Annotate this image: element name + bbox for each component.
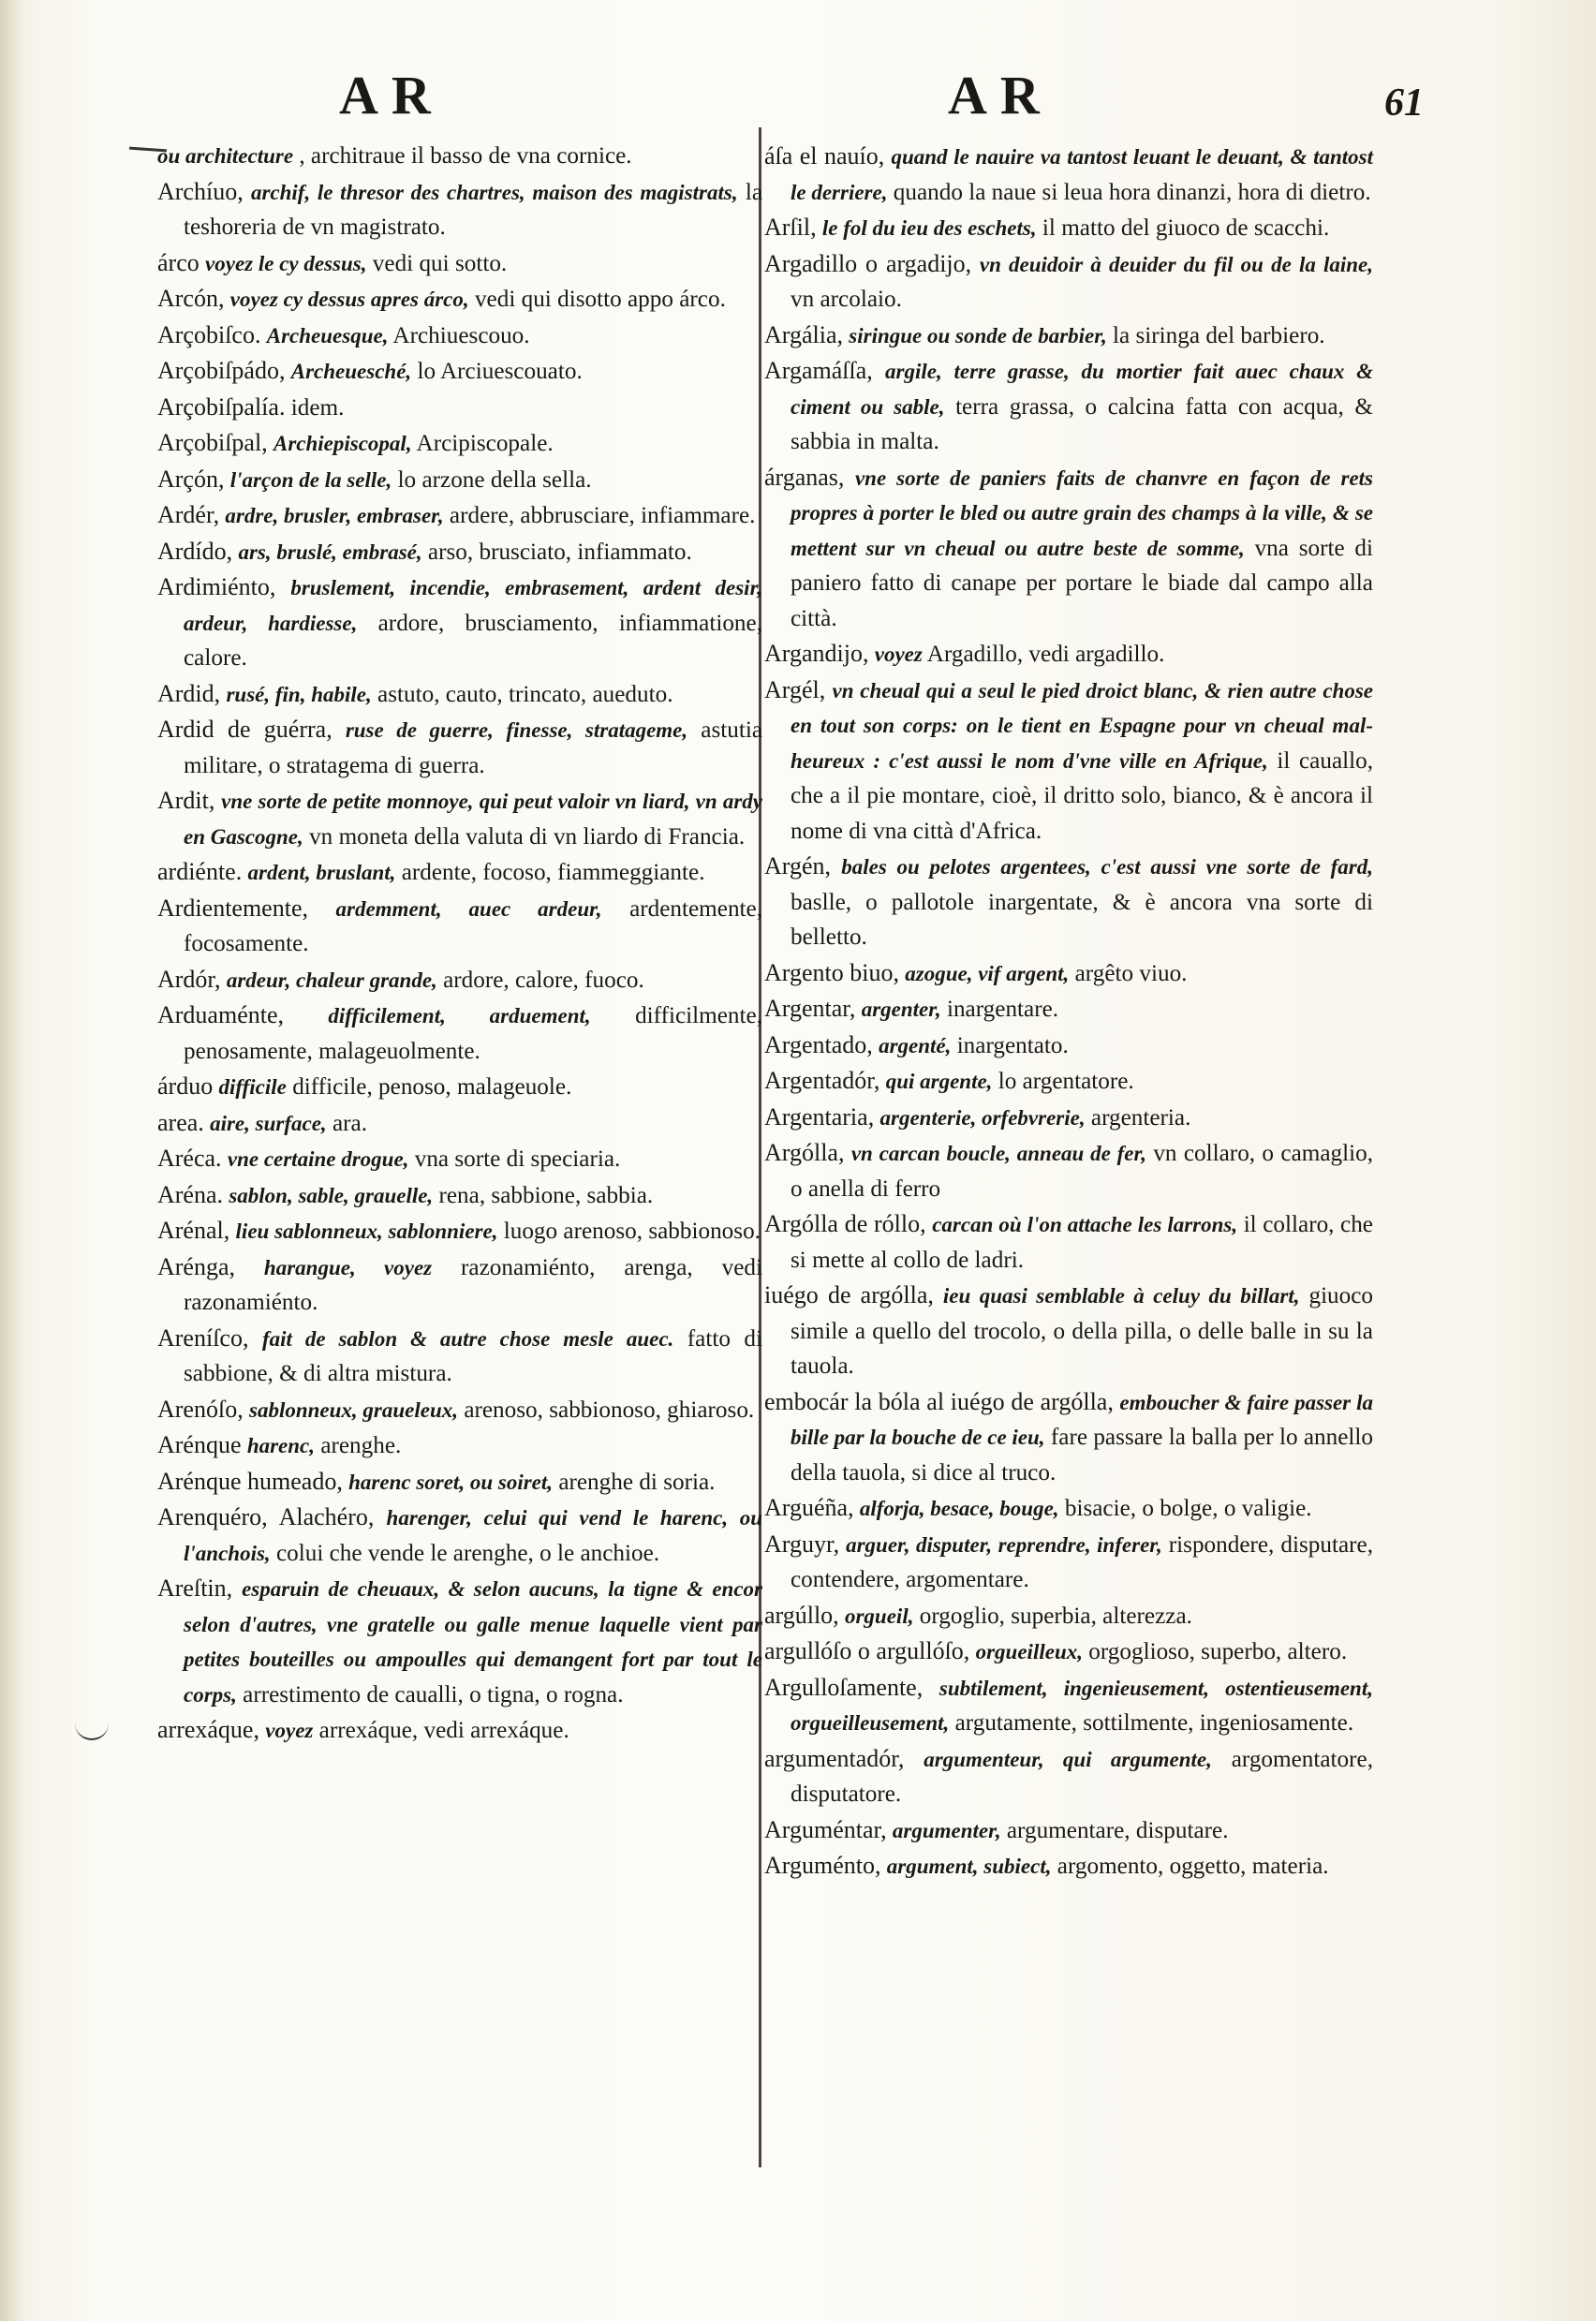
italian-gloss: argutamente, sottilmente, ingeniosamente. xyxy=(954,1710,1354,1736)
dictionary-entry xyxy=(764,210,1373,246)
dictionary-entry xyxy=(764,1027,1373,1064)
italian-gloss: difficilmente, penosamente, malageuolmente. xyxy=(184,1003,763,1064)
headword: Argentado, xyxy=(764,1030,873,1058)
dictionary-entry xyxy=(157,462,762,498)
headword: Arçobiſpal, xyxy=(157,429,268,456)
dictionary-entry xyxy=(157,390,762,426)
french-gloss: vn deuidoir à deuider du fil ou de la laine, xyxy=(979,252,1373,276)
dictionary-entry xyxy=(157,891,762,962)
italian-gloss: Argadillo, vedi argadillo. xyxy=(926,642,1165,667)
italian-gloss: vn moneta della valuta di vn liardo di Francia. xyxy=(309,823,746,850)
headword: Arenquéro, Alachéro, xyxy=(157,1503,375,1530)
french-gloss: carcan où l'on attache les larrons, xyxy=(932,1213,1238,1236)
headword: Aréca. xyxy=(157,1145,222,1172)
french-gloss: sablon, sable, grauelle, xyxy=(229,1183,434,1207)
dictionary-entry xyxy=(764,1670,1373,1741)
headword: iuégo de argólla, xyxy=(764,1281,934,1308)
french-gloss: argile, terre grasse, du mortier fait auec chaux & ciment ou sable, xyxy=(791,360,1373,419)
dictionary-entry xyxy=(764,1206,1373,1278)
french-gloss: harenger, celui qui vend le harenc, ou l'anchois, xyxy=(184,1506,762,1565)
dictionary-entry xyxy=(157,1321,762,1392)
headword: Argólla, xyxy=(764,1139,845,1166)
dictionary-entry xyxy=(157,174,762,245)
dictionary-entry xyxy=(157,318,762,354)
french-gloss: Archeuesque, xyxy=(266,323,389,347)
italian-gloss: ardente, focoso, fiammeggiante. xyxy=(401,860,705,885)
dictionary-entry xyxy=(764,1135,1373,1206)
italian-gloss: argumentare, disputare. xyxy=(1006,1817,1229,1843)
headword: Ardído, xyxy=(157,537,233,565)
italian-gloss: fatto di sabbione, & di altra mistura. xyxy=(184,1325,763,1386)
french-gloss: esparuin de cheuaux, & selon aucuns, la tigne & encor selon d'autres, vne gratelle ou galle menue laquelle vient par petites bouteilles ou ampoulles qui demangent fort par tout le corps, xyxy=(184,1577,762,1707)
italian-gloss: ardore, calore, fuoco. xyxy=(443,967,644,993)
french-gloss: harangue, voyez xyxy=(263,1255,433,1279)
headword: Argália, xyxy=(764,320,843,348)
dictionary-entry xyxy=(157,1177,762,1214)
dictionary-entry xyxy=(157,245,762,282)
headword: area. xyxy=(157,1108,204,1136)
french-gloss: Archeuesché, xyxy=(290,360,412,383)
italian-gloss: il matto del giuoco de scacchi. xyxy=(1042,215,1330,241)
headword: Arguménto, xyxy=(764,1852,881,1879)
headword: Arguméntar, xyxy=(764,1815,887,1843)
french-gloss: harenc soret, ou soiret, xyxy=(348,1470,554,1494)
headword: argumentadór, xyxy=(764,1744,905,1772)
italian-gloss: luogo arenoso, sabbionoso. xyxy=(503,1219,761,1244)
dictionary-entry xyxy=(157,497,762,534)
italian-gloss: orgoglioso, superbo, altero. xyxy=(1088,1639,1348,1664)
dictionary-entry xyxy=(764,1741,1373,1812)
italian-gloss: arenoso, sabbionoso, ghiaroso. xyxy=(464,1397,755,1423)
french-gloss: ardent, bruslant, xyxy=(247,861,396,884)
headword: Arguéña, xyxy=(764,1494,854,1521)
header-right: AR xyxy=(948,65,1053,126)
french-gloss: bales ou pelotes argentees, c'est aussi vne sorte de fard, xyxy=(841,855,1373,879)
dictionary-entry xyxy=(764,1063,1373,1100)
headword: Argandijo, xyxy=(764,640,869,667)
dictionary-entry xyxy=(157,783,762,854)
french-gloss: argenter, xyxy=(861,998,941,1021)
headword: Archíuo, xyxy=(157,177,244,205)
french-gloss: quand le nauire va tantost leuant le deuant, & tantost le derriere, xyxy=(791,145,1374,204)
dictionary-entry xyxy=(157,353,762,390)
dictionary-entry xyxy=(157,1249,762,1321)
dictionary-entry xyxy=(157,1464,762,1501)
french-gloss: argumenter, xyxy=(892,1818,1001,1842)
italian-gloss: colui che vende le arenghe, o le anchioe. xyxy=(275,1540,660,1566)
italian-gloss: vedi qui disotto appo árco. xyxy=(474,287,726,312)
italian-gloss: ardore, brusciamento, infiammatione, calore. xyxy=(184,610,762,671)
french-gloss: aire, surface, xyxy=(210,1111,327,1135)
french-gloss: ou architecture xyxy=(157,144,294,168)
french-gloss: argenterie, orfebvrerie, xyxy=(879,1105,1086,1130)
headword: Argén, xyxy=(764,852,832,880)
dictionary-entry xyxy=(157,854,762,891)
headword: Aréna. xyxy=(157,1180,224,1208)
french-gloss: fait de sablon & autre chose mesle auec. xyxy=(261,1326,674,1351)
dictionary-entry xyxy=(764,246,1373,318)
dictionary-entry xyxy=(157,1069,762,1105)
dictionary-entry xyxy=(764,1527,1373,1598)
headword: Arſil, xyxy=(764,214,817,241)
headword: Areſtin, xyxy=(157,1574,233,1602)
italian-gloss: idem. xyxy=(290,394,345,421)
italian-gloss: arrestimento de caualli, o tigna, o rogna. xyxy=(243,1681,624,1707)
italian-gloss: vedi qui sotto. xyxy=(372,250,508,276)
right-column xyxy=(764,139,1373,1885)
dictionary-entry xyxy=(157,425,762,462)
dictionary-entry xyxy=(764,673,1373,850)
french-gloss: ardeur, chaleur grande, xyxy=(226,968,437,992)
italian-gloss: la siringa del barbiero. xyxy=(1113,322,1325,348)
french-gloss: argumenteur, qui argumente, xyxy=(924,1747,1212,1771)
italian-gloss: astutia militare, o stratagema di guerra. xyxy=(184,717,763,778)
dictionary-entry xyxy=(157,281,762,318)
italian-gloss: argêto viuo. xyxy=(1074,960,1188,986)
headword: Arduaménte, xyxy=(157,1001,285,1028)
italian-gloss: lo Arciuescouato. xyxy=(417,359,583,384)
french-gloss: arguer, disputer, reprendre, inferer, xyxy=(846,1532,1162,1557)
headword: Ardór, xyxy=(157,965,221,993)
italian-gloss: razonamiénto, arenga, vedi razonamiénto. xyxy=(184,1254,762,1315)
italian-gloss: terra grassa, o calcina fatta con acqua, & sabbia in malta. xyxy=(791,393,1373,454)
italian-gloss: ardentemente, focosamente. xyxy=(184,895,763,956)
french-gloss: ieu quasi semblable à celuy du billart, xyxy=(942,1284,1300,1308)
headword: Arénque xyxy=(157,1431,242,1458)
italian-gloss: vna sorte di paniero fatto di canape per portare le biade dal campo alla città. xyxy=(791,535,1374,631)
headword: embocár la bóla al iuégo de argólla, xyxy=(764,1387,1114,1415)
dictionary-entry xyxy=(764,1812,1373,1849)
french-gloss: difficile xyxy=(218,1075,287,1099)
italian-gloss: giuoco simile a quello del trocolo, o della pilla, o delle balle in su la tauola. xyxy=(791,1283,1374,1379)
dictionary-entry xyxy=(157,676,762,713)
dictionary-entry xyxy=(157,1712,762,1749)
italian-gloss: arenghe di soria. xyxy=(558,1469,716,1495)
headword: Argentar, xyxy=(764,995,856,1022)
italian-gloss: argomento, oggetto, materia. xyxy=(1057,1854,1329,1879)
italian-gloss: orgoglio, superbia, alterezza. xyxy=(919,1603,1192,1629)
italian-gloss: Archiuescouo. xyxy=(392,322,530,348)
french-gloss: voyez le cy dessus, xyxy=(205,251,367,275)
french-gloss: difficilement, arduement, xyxy=(328,1004,591,1027)
french-gloss: ruse de guerre, finesse, stratageme, xyxy=(345,718,688,742)
headword: arrexáque, xyxy=(157,1716,259,1743)
headword: Ardér, xyxy=(157,501,220,528)
french-gloss: subtilement, ingenieusement, ostentieusement, orgueilleusement, xyxy=(791,1676,1373,1735)
headword: Arcón, xyxy=(157,285,225,312)
headword: Arçobiſco. xyxy=(157,320,261,348)
headword: Argadillo o argadijo, xyxy=(764,249,972,277)
italian-gloss: vna sorte di speciaria. xyxy=(414,1146,621,1172)
dictionary-entry xyxy=(157,962,762,998)
running-header xyxy=(0,56,1596,140)
headword: Ardid de guérra, xyxy=(157,716,332,743)
dictionary-entry xyxy=(157,569,762,676)
page-edge xyxy=(0,0,24,2321)
dictionary-entry xyxy=(157,1392,762,1428)
italian-gloss: il cauallo, che a il pie montare, cioè, il dritto solo, bianco, & è ancora il nome di vna città d'Africa. xyxy=(791,747,1374,844)
french-gloss: vn carcan boucle, anneau de fer, xyxy=(850,1142,1146,1165)
dictionary-entry xyxy=(157,534,762,570)
italian-gloss: argenteria. xyxy=(1090,1104,1191,1131)
headword: argullóſo o argullóſo, xyxy=(764,1637,970,1664)
french-gloss: siringue ou sonde de barbier, xyxy=(849,323,1107,347)
french-gloss: emboucher & faire passer la bille par la bouche de ce ieu, xyxy=(791,1390,1374,1449)
dictionary-entry xyxy=(157,1571,762,1712)
french-gloss: orgueil, xyxy=(844,1604,914,1628)
italian-gloss: la teshoreria de vn magistrato. xyxy=(184,179,763,240)
headword: Areníſco, xyxy=(157,1323,249,1352)
french-gloss: vne certaine drogue, xyxy=(227,1147,409,1171)
french-gloss: vne sorte de petite monnoye, qui peut valoir vn liard, vn ardy en Gascogne, xyxy=(184,790,763,849)
french-gloss: ardre, brusler, embraser, xyxy=(225,504,444,527)
headword: Argulloſamente, xyxy=(764,1673,924,1701)
dictionary-entry xyxy=(157,1213,762,1249)
french-gloss: harenc, xyxy=(246,1434,316,1457)
french-gloss: voyez xyxy=(874,643,923,666)
french-gloss: azogue, vif argent, xyxy=(905,961,1070,985)
french-gloss: voyez cy dessus apres árco, xyxy=(229,288,469,311)
italian-gloss: lo arzone della sella. xyxy=(397,466,592,493)
dictionary-entry xyxy=(764,139,1373,210)
headword: ardiénte. xyxy=(157,858,243,885)
french-gloss: qui argente, xyxy=(885,1070,993,1093)
headword: Arguyr, xyxy=(764,1530,840,1558)
italian-gloss: inargentare. xyxy=(946,997,1059,1022)
dictionary-entry xyxy=(157,1500,762,1571)
dictionary-entry xyxy=(157,139,762,174)
dictionary-entry xyxy=(764,1848,1373,1885)
dictionary-entry xyxy=(764,460,1373,637)
headword: Argólla de róllo, xyxy=(764,1210,926,1237)
headword: Ardientemente, xyxy=(157,894,308,922)
italian-gloss: ardere, abbrusciare, infiammare. xyxy=(449,503,756,528)
dictionary-entry xyxy=(157,1427,762,1464)
italian-gloss: il collaro, che si mette al collo de ladri. xyxy=(791,1212,1373,1273)
dictionary-entry xyxy=(157,1105,762,1142)
dictionary-entry xyxy=(764,1598,1373,1634)
french-gloss: ardemment, auec ardeur, xyxy=(335,896,602,921)
french-gloss: bruslement, incendie, embrasement, ardent desir, ardeur, hardiesse, xyxy=(184,576,762,635)
italian-gloss: fare passare la balla per lo annello della tauola, si dice al truco. xyxy=(791,1425,1373,1486)
dictionary-entry xyxy=(157,998,762,1069)
left-column xyxy=(157,139,762,1749)
french-gloss: argument, subiect, xyxy=(886,1855,1052,1878)
headword: Argento biuo, xyxy=(764,958,899,986)
french-gloss: sablonneux, graueleux, xyxy=(249,1397,459,1422)
italian-gloss: ara. xyxy=(332,1110,367,1136)
headword: Arénal, xyxy=(157,1217,230,1244)
header-left: AR xyxy=(339,65,444,126)
italian-gloss: inargentato. xyxy=(956,1032,1069,1058)
italian-gloss: vn collaro, o camaglio, o anella di ferro xyxy=(791,1141,1373,1202)
dictionary-entry xyxy=(764,1278,1373,1384)
dictionary-entry xyxy=(764,1100,1373,1136)
italian-gloss: rispondere, disputare, contendere, argomentare. xyxy=(791,1531,1373,1592)
italian-gloss: , architraue il basso de vna cornice. xyxy=(299,143,632,169)
french-gloss: vn cheual qui a seul le pied droict blanc, & rien autre chose en tout son corps: on le tient en Espagne pour vn cheual mal-heureux : c'est aussi le nom d'vne ville en Afrique, xyxy=(791,678,1374,773)
dictionary-entry xyxy=(764,318,1373,354)
italian-gloss: rena, sabbione, sabbia. xyxy=(438,1182,654,1208)
headword: Argél, xyxy=(764,675,826,703)
italian-gloss: quando la naue si leua hora dinanzi, hora di dietro. xyxy=(893,179,1371,205)
headword: Arçobiſpádo, xyxy=(157,357,286,384)
french-gloss: archif, le thresor des chartres, maison des magistrats, xyxy=(250,180,738,204)
headword: Arenóſo, xyxy=(157,1395,244,1423)
headword: Argentaria, xyxy=(764,1102,875,1131)
dictionary-entry xyxy=(764,353,1373,460)
italian-gloss: arso, brusciato, infiammato. xyxy=(427,539,692,565)
french-gloss: le fol du ieu des eschets, xyxy=(821,216,1037,240)
french-gloss: alforja, besace, bouge, xyxy=(859,1497,1059,1520)
french-gloss: rusé, fin, habile, xyxy=(226,682,372,706)
margin-mark xyxy=(75,1723,109,1740)
headword: argúllo, xyxy=(764,1601,839,1629)
headword: Arçobiſpalía. xyxy=(157,392,286,421)
headword: Ardimiénto, xyxy=(157,573,276,600)
headword: Argamáſſa, xyxy=(764,357,873,384)
french-gloss: orgueilleux, xyxy=(975,1640,1083,1663)
headword: árduo xyxy=(157,1072,214,1100)
italian-gloss: astuto, cauto, trincato, aueduto. xyxy=(377,681,673,707)
headword: árganas, xyxy=(764,463,845,491)
french-gloss: argenté, xyxy=(879,1033,952,1057)
french-gloss: Archiepiscopal, xyxy=(273,432,412,455)
french-gloss: vne sorte de paniers faits de chanvre en façon de rets propres à porter le bled ou autre grain des champs à la ville, & se mettent sur vn cheual ou autre beste de somme, xyxy=(791,466,1374,560)
italian-gloss: bisacie, o bolge, o valigie. xyxy=(1064,1496,1312,1521)
dictionary-entry xyxy=(157,712,762,783)
headword: Argentadór, xyxy=(764,1067,880,1094)
dictionary-entry xyxy=(764,955,1373,992)
french-gloss: ars, bruslé, embrasé, xyxy=(238,540,422,564)
dictionary-entry xyxy=(764,991,1373,1027)
headword: árco xyxy=(157,248,200,276)
italian-gloss: vn arcolaio. xyxy=(791,287,902,312)
headword: Ardid, xyxy=(157,679,221,707)
italian-gloss: lo argentatore. xyxy=(998,1069,1134,1094)
dictionary-entry xyxy=(157,1141,762,1177)
headword: Arénga, xyxy=(157,1252,236,1280)
french-gloss: l'arçon de la selle, xyxy=(229,467,392,492)
headword: Ardit, xyxy=(157,787,215,814)
italian-gloss: arenghe. xyxy=(320,1433,402,1458)
headword: áſa el nauío, xyxy=(764,142,885,170)
headword: Arénque humeado, xyxy=(157,1467,343,1495)
italian-gloss: arrexáque, vedi arrexáque. xyxy=(318,1718,569,1743)
italian-gloss: difficile, penoso, malageuole. xyxy=(292,1074,572,1100)
dictionary-entry xyxy=(764,636,1373,673)
dictionary-entry xyxy=(764,849,1373,955)
italian-gloss: Arcipiscopale. xyxy=(416,431,554,456)
french-gloss: lieu sablonneux, sablonniere, xyxy=(235,1220,498,1243)
italian-gloss: baslle, o pallotole inargentate, & è ancora vna sorte di belletto. xyxy=(791,889,1373,950)
dictionary-entry xyxy=(764,1490,1373,1527)
page-number: 61 xyxy=(1384,81,1424,125)
headword: Arçón, xyxy=(157,465,225,493)
dictionary-entry xyxy=(764,1384,1373,1491)
italian-gloss: argomentatore, disputatore. xyxy=(791,1746,1374,1807)
french-gloss: voyez xyxy=(265,1719,314,1742)
dictionary-entry xyxy=(764,1634,1373,1670)
